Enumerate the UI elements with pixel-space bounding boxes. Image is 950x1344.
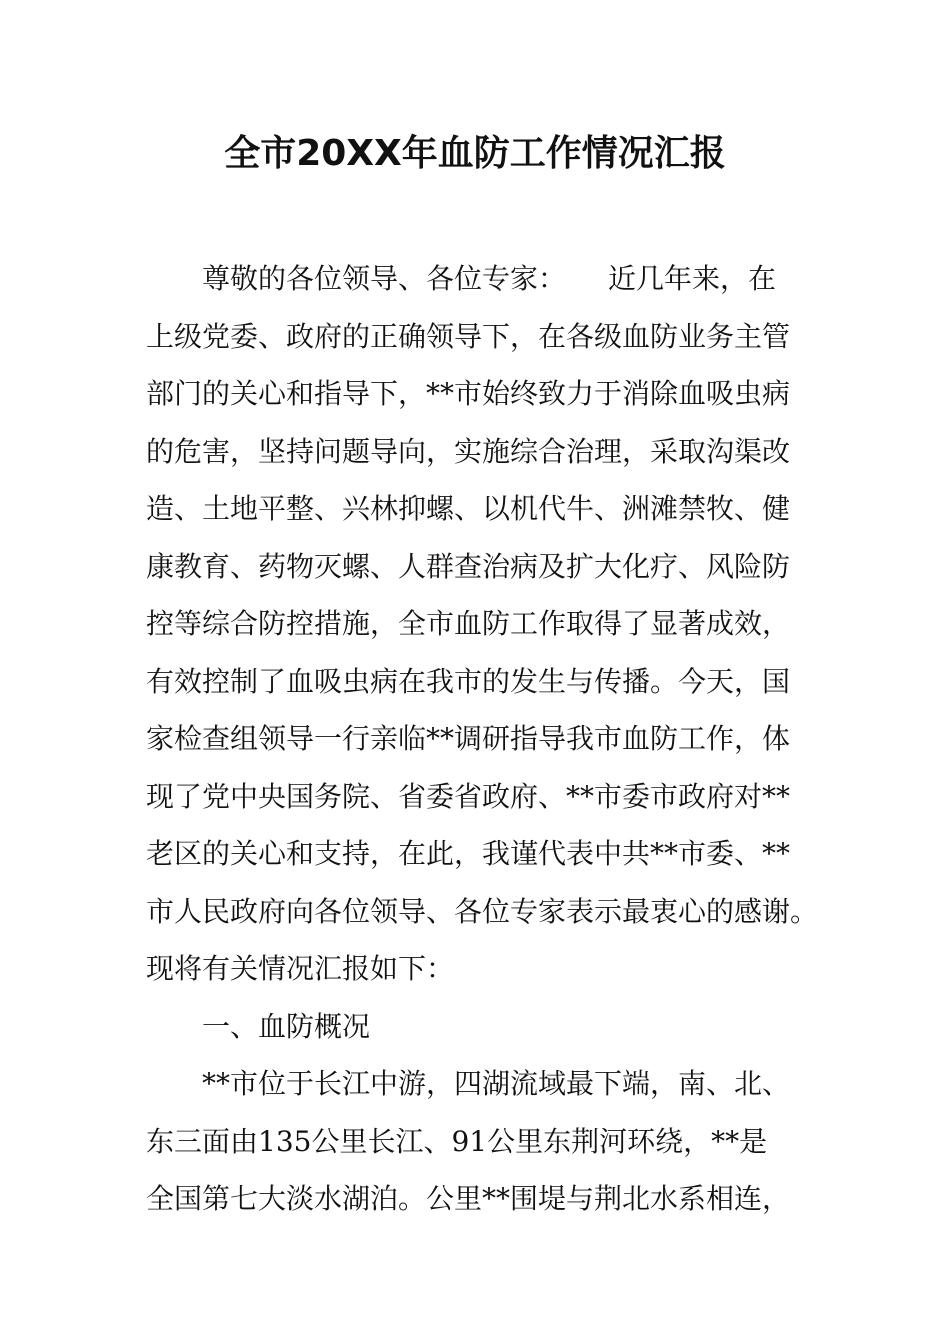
body-line: 有效控制了血吸虫病在我市的发生与传播。今天，国 xyxy=(146,664,791,698)
body-line: 东三面由135公里长江、91公里东荆河环绕，**是 xyxy=(146,1124,768,1158)
body-line: 造、土地平整、兴林抑螺、以机代牛、洲滩禁牧、健 xyxy=(146,492,791,525)
body-line: 康教育、药物灭螺、人群查治病及扩大化疗、风险防 xyxy=(146,549,791,583)
body-line: 市人民政府向各位领导、各位专家表示最衷心的感谢。 xyxy=(146,894,819,928)
body-line: **市位于长江中游，四湖流域最下端，南、北、 xyxy=(146,1067,791,1100)
body-line: 的危害，坚持问题导向，实施综合治理，采取沟渠改 xyxy=(146,434,791,468)
body-line: 老区的关心和支持，在此，我谨代表中共**市委、** xyxy=(146,837,791,870)
body-line: 一、血防概况 xyxy=(146,1009,371,1043)
body-line: 尊敬的各位领导、各位专家： 近几年来，在 xyxy=(146,262,777,295)
document-title: 全市20XX年血防工作情况汇报 xyxy=(224,133,726,174)
document-body xyxy=(146,250,826,1228)
body-line: 家检查组领导一行亲临**调研指导我市血防工作，体 xyxy=(146,722,791,755)
body-line: 部门的关心和指导下，**市始终致力于消除血吸虫病 xyxy=(146,377,791,410)
body-line: 上级党委、政府的正确领导下，在各级血防业务主管 xyxy=(146,319,791,353)
body-line: 现将有关情况汇报如下： xyxy=(146,952,455,985)
body-line: 全国第七大淡水湖泊。公里**围堤与荆北水系相连， xyxy=(146,1182,791,1215)
body-line: 现了党中央国务院、省委省政府、**市委市政府对** xyxy=(146,779,791,813)
body-line: 控等综合防控措施，全市血防工作取得了显著成效， xyxy=(146,607,791,640)
